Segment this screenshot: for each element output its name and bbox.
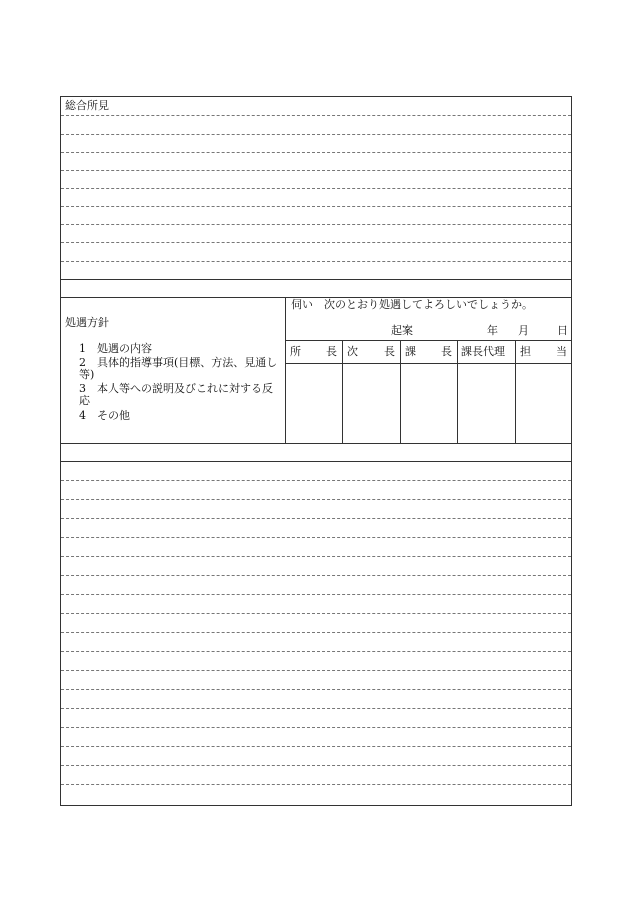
- approval-cell-kacho: 課 長: [405, 345, 452, 358]
- policy-item-text: 本人等への説明及びこれに対する反応: [79, 382, 273, 407]
- ruled-line: [61, 594, 571, 595]
- ruled-line: [61, 556, 571, 557]
- ruled-line: [61, 152, 571, 153]
- approval-cell-tanto: 担 当: [520, 345, 567, 358]
- ruled-line: [61, 134, 571, 135]
- ruled-line: [61, 727, 571, 728]
- policy-item-num: 4: [79, 409, 86, 422]
- approval-left-border: [285, 297, 286, 443]
- ruled-line: [61, 188, 571, 189]
- policy-item-2: [79, 357, 281, 381]
- approval-header-top: [285, 340, 572, 341]
- ruled-line: [61, 170, 571, 171]
- approval-inquiry: 伺い 次のとおり処遇してよろしいでしょうか。: [291, 298, 533, 311]
- sougou-label: 総合所見: [65, 99, 109, 112]
- approval-cell-kacho-dairi: 課長代理: [461, 345, 505, 358]
- ruled-line: [61, 708, 571, 709]
- ruled-line: [61, 115, 571, 116]
- approval-draft: 起案: [391, 324, 413, 337]
- ruled-line: [61, 613, 571, 614]
- ruled-line: [61, 480, 571, 481]
- policy-item-text: 具体的指導事項(目標、方法、見通し等): [79, 356, 278, 381]
- approval-cell-jicho: 次 長: [347, 345, 395, 358]
- ruled-line: [61, 765, 571, 766]
- ruled-line: [61, 575, 571, 576]
- ruled-line: [61, 689, 571, 690]
- policy-item-text: その他: [97, 409, 130, 422]
- policy-item-4: [79, 410, 279, 422]
- policy-item-num: 1: [79, 342, 86, 355]
- ruled-line: [61, 670, 571, 671]
- policy-item-num: 2: [79, 356, 86, 369]
- policy-item-num: 3: [79, 382, 86, 395]
- approval-year: 年: [487, 324, 498, 337]
- section-divider: [61, 279, 571, 280]
- ruled-line: [61, 784, 571, 785]
- approval-header-bottom: [285, 363, 572, 364]
- section-divider: [61, 461, 571, 462]
- ruled-line: [61, 632, 571, 633]
- ruled-line: [61, 499, 571, 500]
- approval-cell-shocho: 所 長: [290, 345, 337, 358]
- ruled-line: [61, 261, 571, 262]
- policy-item-1: [79, 343, 279, 355]
- ruled-line: [61, 206, 571, 207]
- form-frame: [60, 96, 572, 806]
- ruled-line: [61, 537, 571, 538]
- ruled-line: [61, 242, 571, 243]
- approval-month: 月: [518, 324, 529, 337]
- policy-label: 処遇方針: [65, 316, 109, 329]
- section-divider: [61, 443, 571, 444]
- ruled-line: [61, 224, 571, 225]
- policy-item-text: 処遇の内容: [97, 342, 152, 355]
- ruled-line: [61, 518, 571, 519]
- approval-day: 日: [557, 324, 568, 337]
- ruled-line: [61, 746, 571, 747]
- policy-item-3: [79, 383, 281, 407]
- ruled-line: [61, 651, 571, 652]
